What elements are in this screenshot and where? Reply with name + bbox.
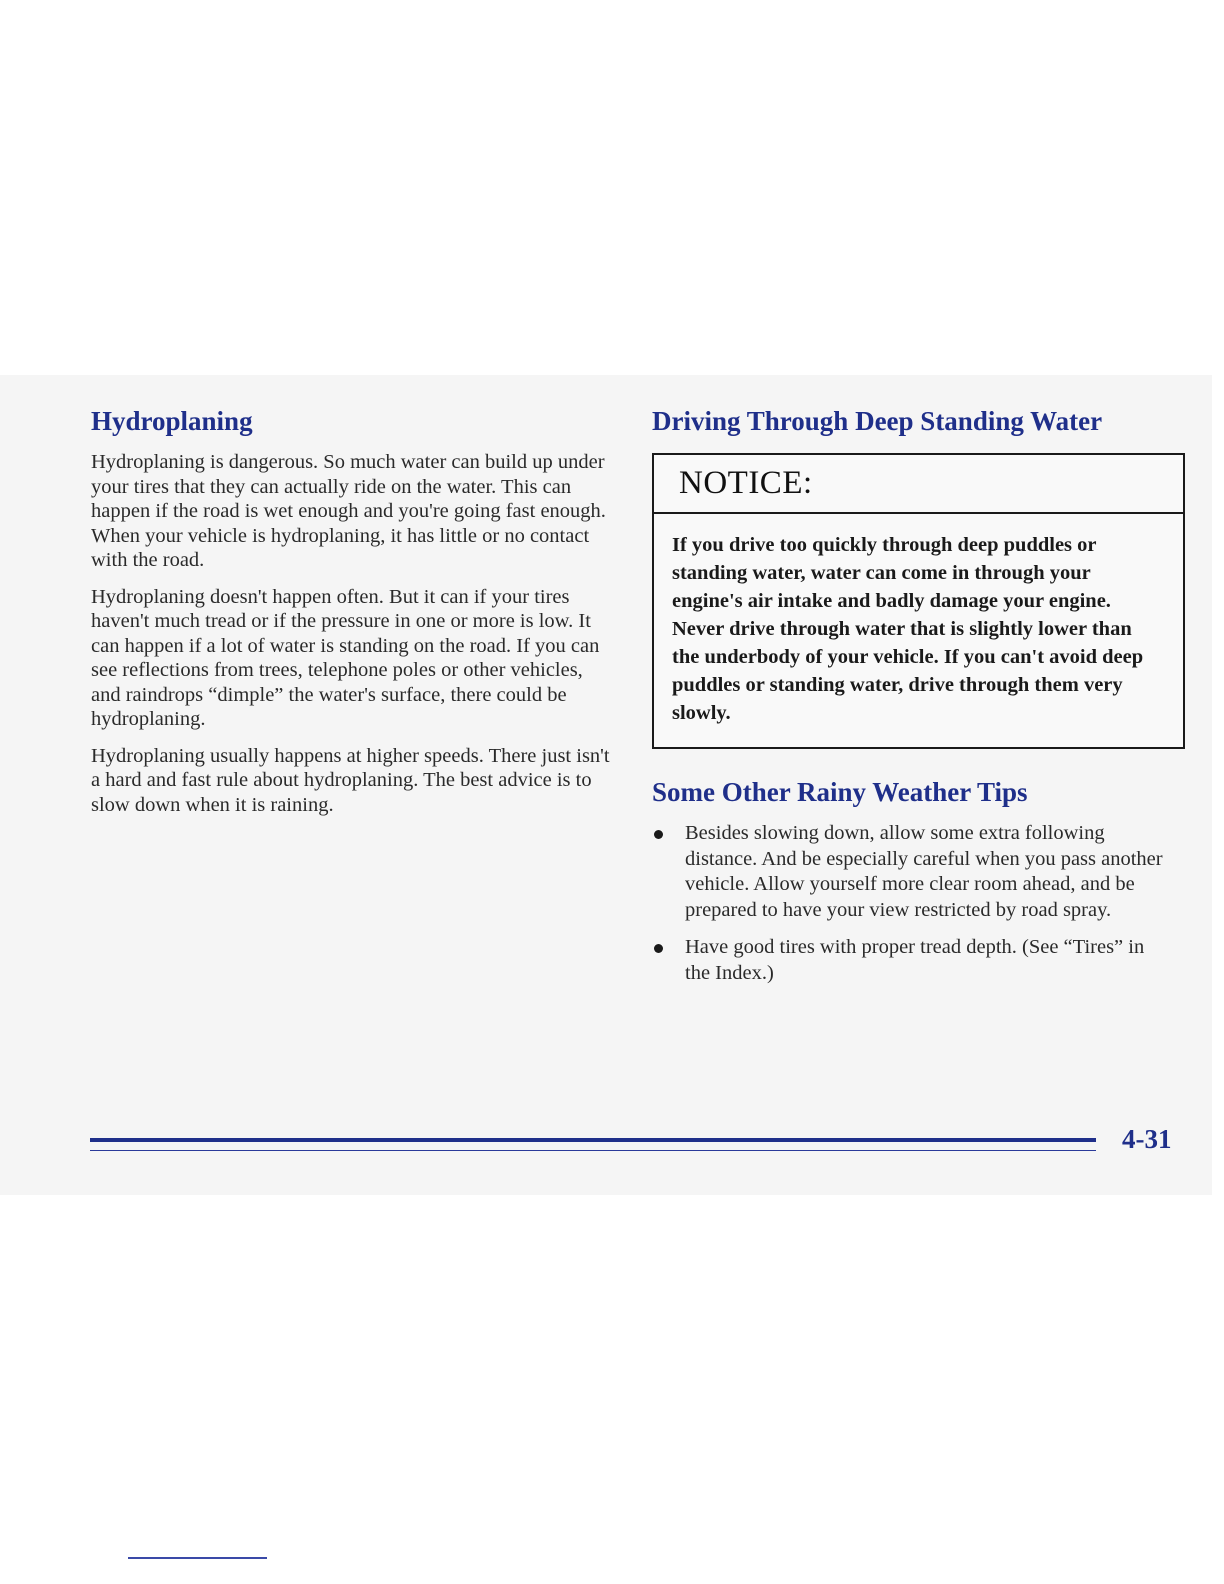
tip-text: Besides slowing down, allow some extra following distance. And be especially careful when you pass another vehicle. Allow yourself more clear room ahead, and be prepared to have your view restricted by road spray. bbox=[685, 822, 1163, 921]
deep-water-heading: Driving Through Deep Standing Water bbox=[652, 406, 1103, 436]
hydroplaning-section bbox=[91, 404, 616, 817]
page-number: 4-31 bbox=[1122, 1124, 1172, 1154]
bullet-icon bbox=[654, 830, 663, 839]
list-item bbox=[652, 821, 1165, 923]
hydroplaning-heading: Hydroplaning bbox=[91, 406, 253, 436]
notice-title: NOTICE: bbox=[679, 465, 813, 501]
list-item bbox=[652, 935, 1165, 986]
hydroplaning-paragraph-2: Hydroplaning doesn't happen often. But it can if your tires haven't much tread or if the pressure in one or more is low. It can happen if a lot of water is standing on the road. If you can see reflections from trees, telephone poles or other vehicles, and raindrops “dimple” the water's surface, there could be hydroplaning. bbox=[91, 585, 600, 730]
notice-body: If you drive too quickly through deep puddles or standing water, water can come in through your engine's air intake and badly damage your engine. Never drive through water that is slightly lower than the underbody of your vehicle. If you can't avoid deep puddles or standing water, drive through them very slowly. bbox=[672, 534, 1144, 724]
notice-header bbox=[654, 455, 1183, 514]
tip-text: Have good tires with proper tread depth. (See “Tires” in the Index.) bbox=[685, 936, 1145, 984]
bottom-divider bbox=[128, 1557, 267, 1559]
bullet-icon bbox=[654, 944, 663, 953]
deep-water-section bbox=[652, 404, 1187, 986]
footer-rule-thin bbox=[90, 1150, 1096, 1151]
hydroplaning-paragraph-1: Hydroplaning is dangerous. So much water can build up under your tires that they can actually ride on the water. This can happen if the road is wet enough and you're going fast enough. When your vehicle is hydroplaning, it has little or no contact with the road. bbox=[91, 451, 606, 571]
notice-box bbox=[652, 453, 1185, 749]
rainy-weather-tips-heading: Some Other Rainy Weather Tips bbox=[652, 777, 1028, 807]
footer-rule-thick bbox=[90, 1138, 1096, 1142]
hydroplaning-paragraph-3: Hydroplaning usually happens at higher speeds. There just isn't a hard and fast rule about hydroplaning. The best advice is to slow down when it is raining. bbox=[91, 744, 610, 816]
rainy-weather-tips-list bbox=[652, 821, 1187, 986]
